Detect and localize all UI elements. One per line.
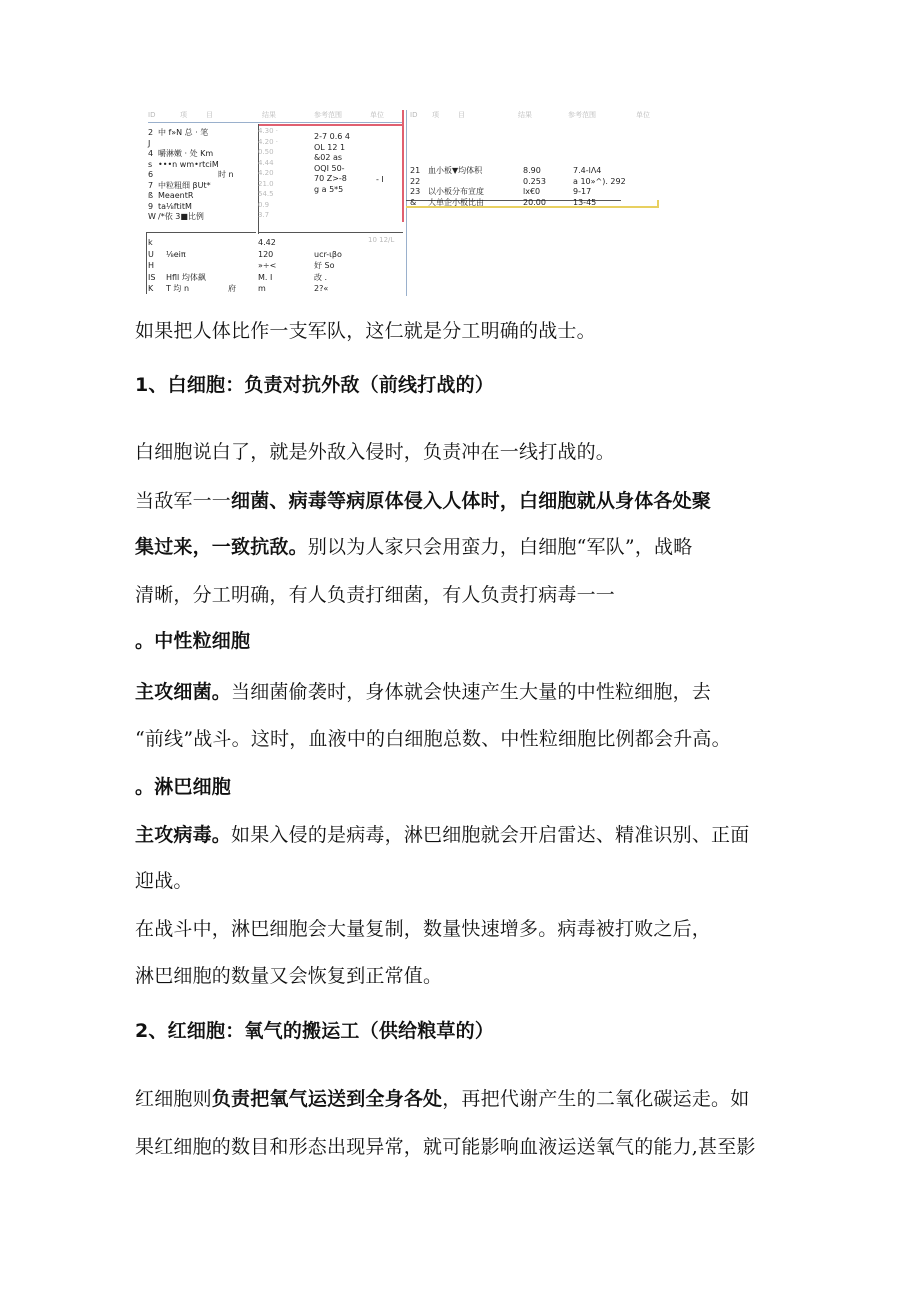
paragraph-line: “前线”战斗。这时，血液中的白细胞总数、中性粒细胞比例都会升高。 [135,728,731,750]
lower-rows [148,237,342,295]
left-rows [148,128,234,223]
column-divider [406,110,407,296]
text-bold: 负责把氧气运送到全身各处 [211,1088,443,1110]
paragraph-line: 清晰，分工明确，有人负责打细菌，有人负责打病毒一一 [135,584,616,606]
table-row: 4 嚼淋嫩 · 处 Km [148,149,214,158]
text-bold: 主攻病毒。 [135,824,232,846]
text-normal: 当细菌偷袭时，身体就会快速产生大量的中性粒细胞，去 [231,681,712,703]
ref-value: OQI 50- [314,163,345,173]
text-normal: 别以为人家只会用蛮力，白细胞“军队”，战略 [307,536,693,558]
table-row: & 大单企小板比由 20.00 13-45 [410,197,597,207]
table-row: 2 中 f»N 总 · 笔 [148,128,209,137]
result-box-bottom [258,232,403,233]
paragraph-line [135,820,749,847]
text-bold: 主攻细菌。 [135,681,232,703]
report-header-ref-right: 参考范围 [568,111,596,119]
table-row: J [148,138,151,148]
report-header-item2-right: 目 [458,111,465,119]
report-header-unit-right: 单位 [636,111,650,119]
report-header-id: ID [148,111,156,119]
paragraph-line [135,1084,749,1111]
table-row: U ⅛eiπ 120 ucr-ιβo [148,249,342,259]
table-row: s •••n wm•rtciM [148,159,219,169]
table-row: IS Hfll 均体飙 M. I 改 . [148,272,328,282]
table-row: 23 以小板分布宣度 lx€0 9-17 [410,187,592,196]
report-header-ref: 参考范围 [314,111,342,119]
table-row: W /*依 3■比例 [148,212,204,221]
lower-box-top [146,232,256,233]
lower-box-left [146,232,147,294]
intro-paragraph: 如果把人体比作一支军队，这仁就是分工明确的战士。 [135,320,596,342]
text-normal: 如果入侵的是病毒，淋巴细胞就会开启雷达、精准识别、正面 [231,824,750,846]
mid-mark: - I [376,175,384,184]
text-normal: 红细胞则 [135,1088,212,1110]
report-header-result: 结果 [262,111,276,119]
paragraph-line [135,677,711,704]
paragraph-line [135,486,711,513]
paragraph-line: 果红细胞的数目和形态出现异常，就可能影响血液运送氧气的能力,甚至影 [135,1136,756,1158]
report-header-unit: 单位 [370,111,384,119]
table-row: ß MeaentR [148,191,194,200]
yellow-highlight-edge [657,200,659,208]
ref-value: &02 as [314,153,343,162]
text-normal: ，再把代谢产生的二氧化碳运走。如 [442,1088,750,1110]
table-row: 7 中粒粗细 βUt* [148,180,211,190]
table-row: K T 均 n 府 m 2?« [148,284,329,293]
reference-column [314,132,350,195]
text-bold: 细菌、病毒等病原体侵入人体时，白细胞就从身体各处聚 [231,490,712,512]
text-normal: 当敌军一一 [135,490,232,512]
report-header-id-right: ID [410,111,418,119]
ref-value: OL 12 1 [314,142,346,152]
ref-value: 2-7 0.6 4 [314,132,350,141]
subheading-neutrophil: 。中性粒细胞 [135,630,251,652]
red-border-right [402,110,404,222]
table-row: H »÷< 好 So [148,261,335,270]
table-row: 21 血小板▼均体积 8.90 7.4-lΛ4 [410,166,602,175]
table-row: k 4.42 [148,238,276,247]
paragraph-line: 在战斗中，淋巴细胞会大量复制，数量快速增多。病毒被打败之后， [135,918,712,940]
ref-value: g a 5*5 [314,184,344,194]
text-bold: 集过来，一致抗敌。 [135,536,308,558]
lab-report-scan [140,100,660,296]
header-underline-left [148,122,403,123]
section-heading-red-cells: 2、红细胞：氧气的搬运工（供给粮草的） [135,1020,495,1042]
right-rows [410,166,626,208]
subheading-lymphocyte: 。淋巴细胞 [135,776,232,798]
paragraph-line: 淋巴细胞的数量又会恢复到正常值。 [135,965,443,987]
report-header-item: 项 [180,111,187,119]
faint-results-column: 4.30 · 4.20 · 0.50 4.44 4.20 21.0 54.5 0.9 3.7 [258,127,279,219]
red-border-top [258,124,403,126]
stray-unit-text: 10 12/L [368,236,395,244]
report-header-result-right: 结果 [518,111,532,119]
ref-value: 70 Z>-8 [314,174,347,183]
paragraph-line [135,532,692,559]
paragraph-line: 迎战。 [135,870,193,892]
report-header-item2: 目 [206,111,213,119]
report-header-item-right: 项 [432,111,439,119]
table-row: 6 时 n [148,170,234,179]
table-row: 22 0.253 a 10»^). 292 [410,176,626,186]
section-heading-white-cells: 1、白细胞：负责对抗外敌（前线打战的） [135,374,495,396]
paragraph: 白细胞说白了，就是外敌入侵时，负责冲在一线打战的。 [135,441,616,463]
table-row: 9 ta⅛ftitM [148,201,192,211]
